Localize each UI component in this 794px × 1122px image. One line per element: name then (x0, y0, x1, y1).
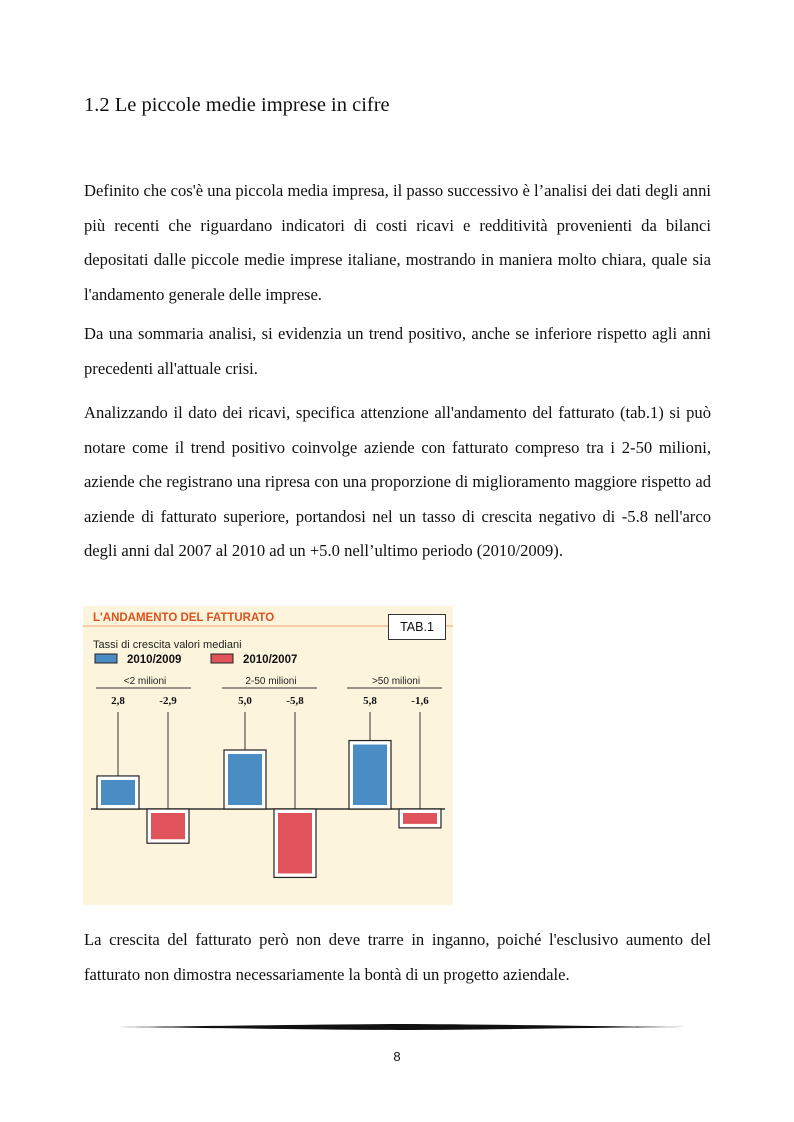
category-groups (96, 676, 442, 688)
category-label: <2 milioni (123, 676, 167, 687)
chart-legend (95, 654, 297, 666)
data-label: 5,8 (363, 695, 377, 707)
data-label: 5,0 (238, 695, 252, 707)
category-label: >50 milioni (371, 676, 421, 687)
paragraph-conclusion: La crescita del fatturato però non deve trarre in inganno, poiché l'esclusivo aumento del fatturato non dimostra necessariamente la bontà di un progetto aziendale. (84, 930, 711, 984)
paragraph-revenue-analysis: Analizzando il dato dei ricavi, specifica attenzione all'andamento del fatturato (tab.1) si può notare come il trend positivo coinvolge aziende con fatturato compreso tra i 2-50 milioni, aziende che registrano una ripresa con una proporzione di miglioramento maggiore rispetto ad aziende di fatturato superiore, portandosi nel un tasso di crescita negativo di -5.8 nell'arco degli anni dal 2007 al 2010 ad un +5.0 nell’ultimo periodo (2010/2009). (84, 403, 711, 561)
legend-swatch-2 (211, 654, 233, 663)
revenue-growth-chart (83, 606, 453, 905)
chart-figure (83, 606, 453, 905)
bar (353, 745, 387, 805)
data-label: -1,6 (411, 695, 429, 707)
page-number: 8 (393, 1049, 401, 1064)
bar (403, 813, 437, 824)
table-tag: TAB.1 (388, 614, 446, 640)
bars (97, 695, 441, 877)
bar (228, 754, 262, 805)
footer-rule (110, 1022, 685, 1032)
category-label: 2-50 milioni (245, 676, 297, 687)
bar (151, 813, 185, 839)
data-label: -2,9 (159, 695, 177, 707)
legend-label-1: 2010/2009 (127, 654, 182, 666)
legend-label-2: 2010/2007 (243, 654, 298, 666)
data-label: -5,8 (286, 695, 304, 707)
data-label: 2,8 (111, 695, 125, 707)
chart-subtitle: Tassi di crescita valori mediani (93, 639, 242, 651)
bar (278, 813, 312, 873)
section-title: 1.2 Le piccole medie imprese in cifre (84, 94, 390, 116)
bar (101, 780, 135, 805)
paragraph-trend: Da una sommaria analisi, si evidenzia un trend positivo, anche se inferiore rispetto agli anni precedenti all'attuale crisi. (84, 324, 711, 378)
legend-swatch-1 (95, 654, 117, 663)
paragraph-definition: Definito che cos'è una piccola media impresa, il passo successivo è l’analisi dei dati degli anni più recenti che riguardano indicatori di costi ricavi e redditività provenienti da bilanci depositati dalle piccole medie imprese italiane, mostrando in maniera molto chiara, quale sia l'andamento generale delle imprese. (84, 181, 711, 304)
chart-title: L'ANDAMENTO DEL FATTURATO (93, 612, 275, 624)
